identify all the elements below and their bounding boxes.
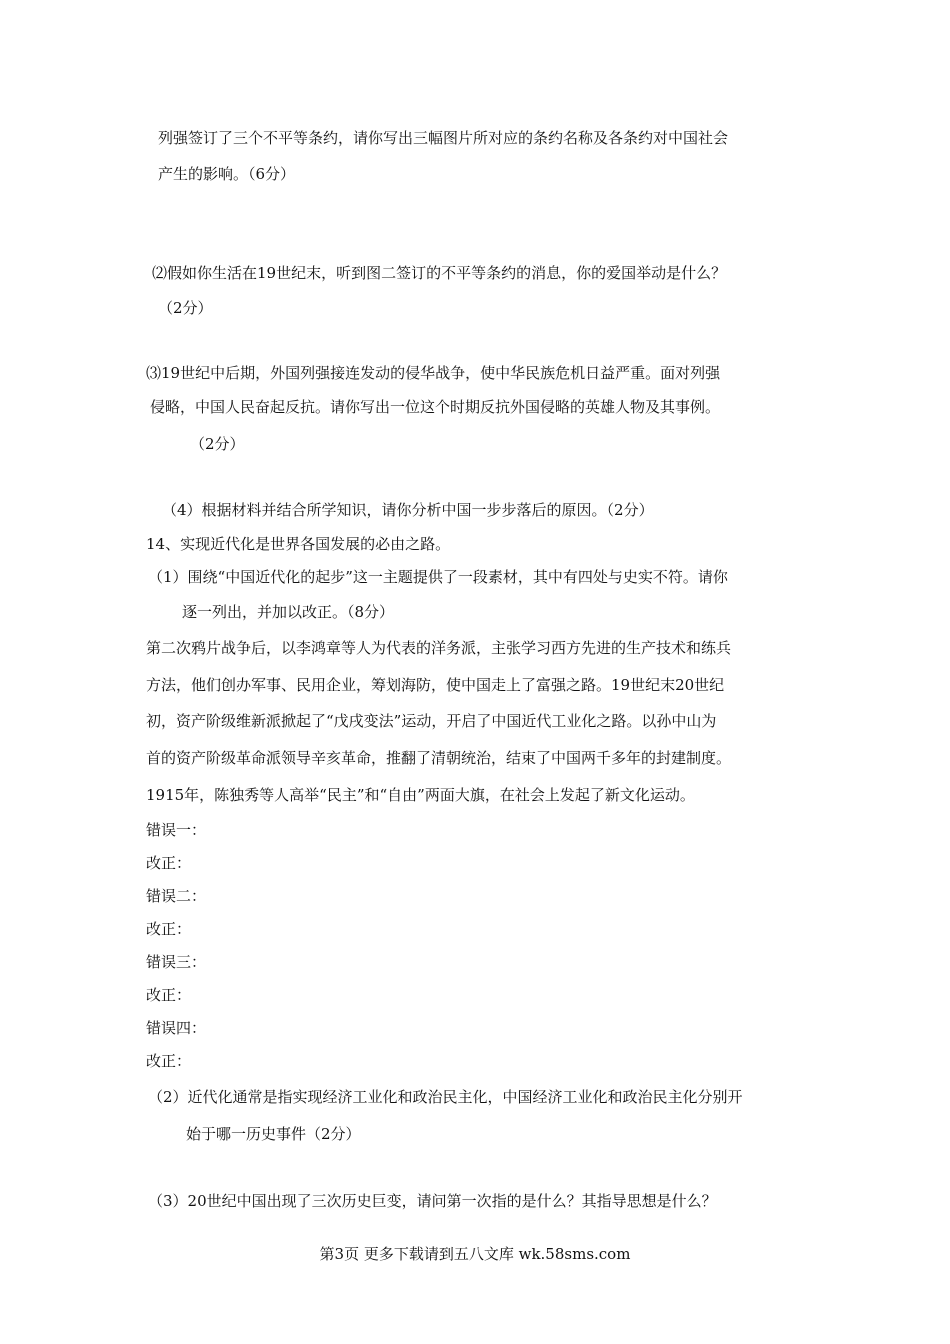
q13-part4: （4）根据材料并结合所学知识，请你分析中国一步步落后的原因。（2分） bbox=[162, 501, 654, 519]
q14-answer-error1: 错误一： bbox=[146, 821, 207, 839]
q14-title: 14、实现近代化是世界各国发展的必由之路。 bbox=[146, 535, 451, 553]
q14-answer-fix3: 改正： bbox=[146, 986, 192, 1004]
q13-part3-line3: （2分） bbox=[190, 435, 245, 453]
q14-part1-line1: （1）围绕“中国近代化的起步”这一主题提供了一段素材，其中有四处与史实不符。请你 bbox=[148, 568, 728, 586]
q13-part3-line2: 侵略，中国人民奋起反抗。请你写出一位这个时期反抗外国侵略的英雄人物及其事例。 bbox=[150, 398, 721, 416]
q13-part2-line2: （2分） bbox=[158, 299, 213, 317]
q14-material-line: 方法，他们创办军事、民用企业，筹划海防，使中国走上了富强之路。19世纪末20世纪 bbox=[146, 676, 725, 694]
q14-answer-error4: 错误四： bbox=[146, 1019, 207, 1037]
q14-part1-line2: 逐一列出，并加以改正。（8分） bbox=[182, 603, 395, 621]
q14-part2-line1: （2）近代化通常是指实现经济工业化和政治民主化，中国经济工业化和政治民主化分别开 bbox=[148, 1088, 743, 1106]
q14-part3: （3）20世纪中国出现了三次历史巨变，请问第一次指的是什么？其指导思想是什么？ bbox=[148, 1192, 717, 1210]
q14-material-line: 第二次鸦片战争后，以李鸿章等人为代表的洋务派，主张学习西方先进的生产技术和练兵 bbox=[146, 639, 732, 657]
q14-answer-error3: 错误三： bbox=[146, 953, 207, 971]
q14-answer-fix2: 改正： bbox=[146, 920, 192, 938]
q13-part2-line1: ⑵假如你生活在19世纪末，听到图二签订的不平等条约的消息，你的爱国举动是什么？ bbox=[152, 264, 727, 282]
q14-answer-fix4: 改正： bbox=[146, 1052, 192, 1070]
q14-material-line: 首的资产阶级革命派领导辛亥革命，推翻了清朝统治，结束了中国两千多年的封建制度。 bbox=[146, 749, 732, 767]
q13-part1-continuation-line1: 列强签订了三个不平等条约，请你写出三幅图片所对应的条约名称及各条约对中国社会 bbox=[158, 129, 729, 147]
page-footer: 第3页 更多下载请到五八文库 wk.58sms.com bbox=[319, 1245, 631, 1263]
q13-part3-line1: ⑶19世纪中后期，外国列强接连发动的侵华战争，使中华民族危机日益严重。面对列强 bbox=[146, 364, 721, 382]
q14-part2-line2: 始于哪一历史事件（2分） bbox=[186, 1125, 361, 1143]
q14-answer-fix1: 改正： bbox=[146, 854, 192, 872]
q13-part1-continuation-line2: 产生的影响。（6分） bbox=[158, 165, 296, 183]
q14-answer-error2: 错误二： bbox=[146, 887, 207, 905]
q14-material-line: 初，资产阶级维新派掀起了“戊戌变法”运动，开启了中国近代工业化之路。以孙中山为 bbox=[146, 712, 717, 730]
q14-material-line: 1915年，陈独秀等人高举“民主”和“自由”两面大旗，在社会上发起了新文化运动。 bbox=[146, 786, 695, 804]
